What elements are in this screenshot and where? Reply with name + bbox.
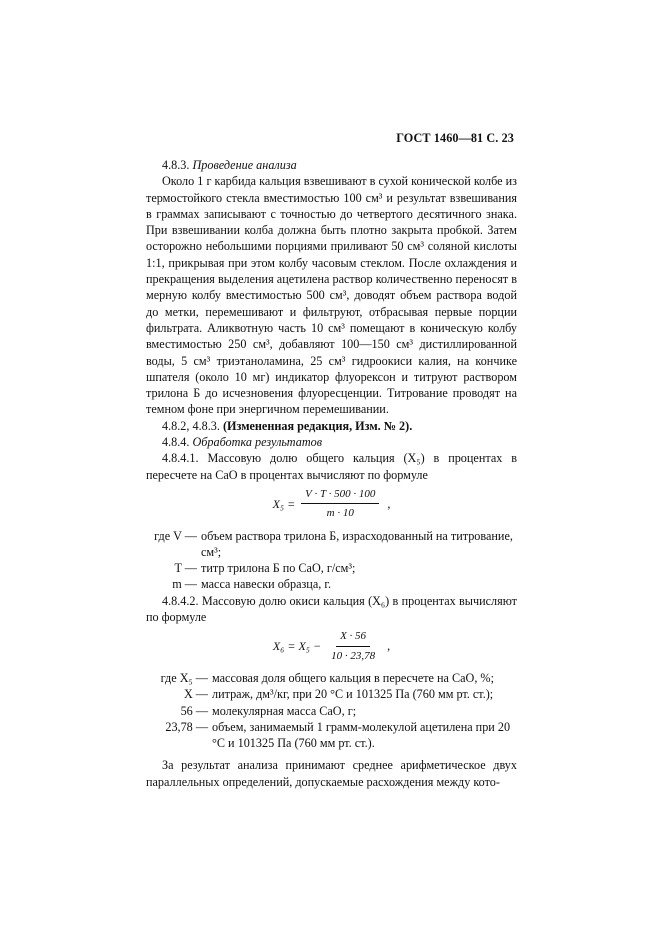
section-4-8-4-2-text: 4.8.4.2. Массовую долю окиси кальция (X₆) в процентах вычисляют по формуле <box>146 593 517 625</box>
page-content <box>146 157 517 790</box>
amendment-text: (Измененная редакция, Изм. № 2). <box>222 418 413 433</box>
section-number: 4.8.3. <box>162 158 190 172</box>
formula-numerator: V · T · 500 · 100 <box>301 486 379 504</box>
section-4-8-4-heading <box>146 434 517 450</box>
amendment-refs: 4.8.2, 4.8.3. <box>162 418 220 433</box>
section-title: Обработка результатов <box>192 435 323 450</box>
definition-text: массовая доля общего кальция в пересчете на CaO, %; <box>212 670 494 685</box>
definition-symbol: m — <box>172 577 197 592</box>
definition-text: объем, занимаемый 1 грамм-молекулой ацетилена при 20 °C и 101325 Па (760 мм рт. ст.). <box>212 719 511 751</box>
definition-symbol: где V — <box>154 528 197 543</box>
section-4-8-3-body: Около 1 г карбида кальция взвешивают в сухой конической колбе из термостойкого стекла вместимостью 100 см³ и результат взвешивания в граммах записывают с точностью до четвертого десятичного знака. При взвешивании колба должна быть плотно закрыта пробкой. Затем осторожно небольшими порциями приливают 50 см³ соляной кислоты 1:1, прикрывая при этом колбу часовым стеклом. После охлаждения и прекращения выделения ацетилена раствор количественно переносят в мерную колбу вместимостью 500 см³, доводят объем раствора водой до метки, перемешивают и фильтруют, отбрасывая первые порции фильтрата. Аликвотную часть 10 см³ помещают в коническую колбу вместимостью 250 см³, добавляют 100—150 см³ дистиллированной воды, 5 см³ триэтаноламина, 25 см³ гидроокиси калия, на кончике шпателя (около 10 мг) индикатор флуорексон и титруют раствором трилона Б до исчезновения флуоресценции. Титрование проводят на темном фоне при энергичном перемешивании. <box>146 174 517 417</box>
definitions-list-1 <box>146 528 517 593</box>
formula-denominator: 10 · 23,78 <box>331 649 376 662</box>
definition-item <box>146 576 517 592</box>
formula-denominator: m · 10 <box>326 507 354 520</box>
formula-trail: , <box>387 638 391 653</box>
definition-symbol: X — <box>183 687 208 702</box>
definition-text: объем раствора трилона Б, израсходованный на титрование, см³; <box>201 528 513 559</box>
formula-numerator: X · 56 <box>336 628 370 646</box>
section-title: Проведение анализа <box>192 158 297 172</box>
formula-lhs: X₆ = X₅ − <box>272 638 322 653</box>
definition-symbol: где X₅ — <box>160 670 208 685</box>
final-paragraph: За результат анализа принимают среднее арифметическое двух параллельных определений, допускаемые расхождения между кото- <box>146 758 517 789</box>
definition-item <box>146 703 517 719</box>
definition-item <box>146 560 517 576</box>
formula-lhs: X₅ = <box>272 496 296 511</box>
section-number: 4.8.4. <box>162 435 190 450</box>
formula-trail: , <box>387 496 391 511</box>
formula-x5 <box>146 486 517 522</box>
amendment-note <box>146 418 517 434</box>
section-4-8-4-1-text: 4.8.4.1. Массовую долю общего кальция (X₅) в процентах в пересчете на CaO в процентах вычисляют по формуле <box>146 451 517 482</box>
formula-fraction <box>301 486 379 522</box>
definition-text: литраж, дм³/кг, при 20 °C и 101325 Па (760 мм рт. ст.); <box>212 687 494 702</box>
definition-symbol: T — <box>174 561 197 576</box>
page-header: ГОСТ 1460—81 С. 23 <box>396 131 514 145</box>
definition-symbol: 56 — <box>180 703 208 718</box>
formula-x6 <box>146 628 517 664</box>
definitions-list-2 <box>146 670 517 751</box>
definition-item <box>146 528 517 561</box>
formula-fraction <box>327 628 379 664</box>
definition-text: титр трилона Б по CaO, г/см³; <box>201 561 356 576</box>
definition-item <box>146 686 517 702</box>
definition-item <box>146 719 517 752</box>
definition-symbol: 23,78 — <box>165 719 208 734</box>
definition-item <box>146 670 517 686</box>
section-4-8-3-heading <box>146 157 517 173</box>
definition-text: молекулярная масса CaO, г; <box>212 703 357 718</box>
definition-text: масса навески образца, г. <box>201 577 331 592</box>
